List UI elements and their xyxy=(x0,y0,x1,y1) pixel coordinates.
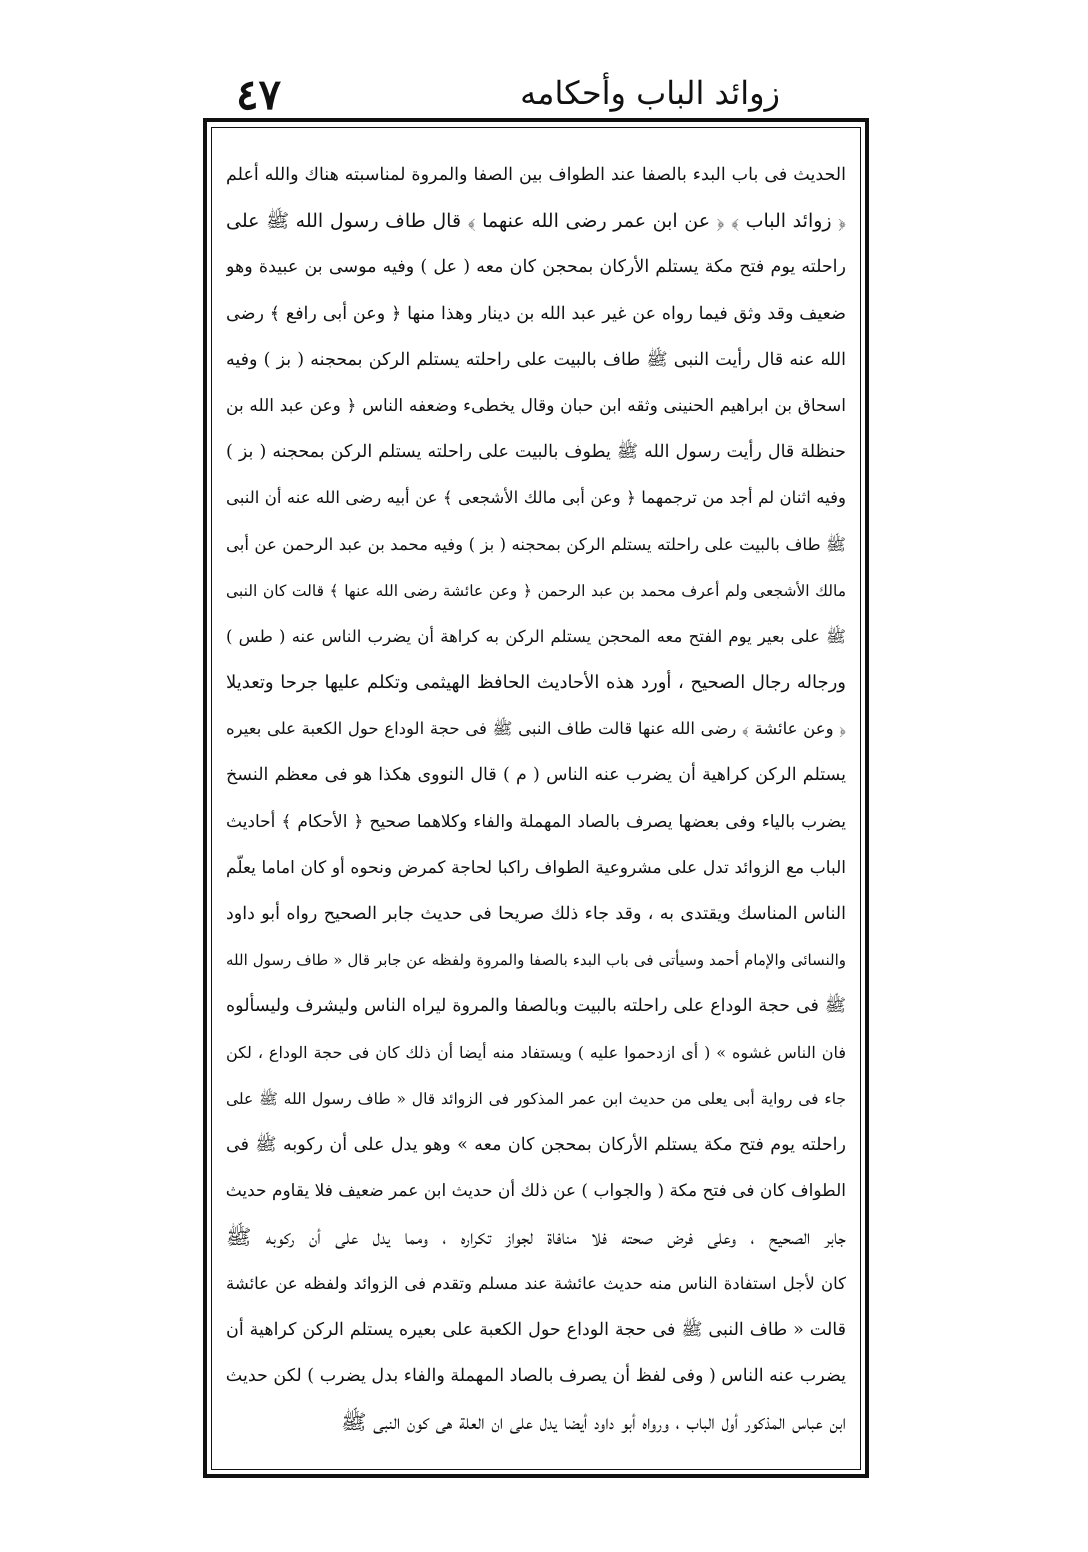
text-line: يضرب عنه الناس ( وفى لفظ أن يصرف بالصاد المهملة والفاء بدل يضرب ) لكن حديث xyxy=(226,1365,846,1386)
text-line: ﴿ زوائد الباب ﴾ ﴿ عن ابن عمر رضى الله عنهما ﴾ قال طاف رسول الله ﷺ على xyxy=(226,210,846,233)
text-line: الحديث فى باب البدء بالصفا عند الطواف بين الصفا والمروة لمناسبته هناك والله أعلم xyxy=(226,165,846,185)
text-line: ﴿ وعن عائشة ﴾ رضى الله عنها قالت طاف النبى ﷺ فى حجة الوداع حول الكعبة على بعيره xyxy=(226,719,846,739)
text-line: الباب مع الزوائد تدل على مشروعية الطواف راكبا لحاجة كمرض ونحوه أو كان اماما يعلّم xyxy=(226,857,846,878)
text-line: راحلته يوم فتح مكة يستلم الأركان بمحجن كان معه ( عل ) وفيه موسى بن عبيدة وهو xyxy=(226,257,846,278)
text-line: يستلم الركن كراهية أن يضرب عنه الناس ( م ) قال النووى هكذا هو فى معظم النسخ xyxy=(226,765,846,786)
running-header xyxy=(200,70,820,120)
text-line: ابن عباس المذكور أول الباب ، ورواه أبو داود أيضا يدل على ان العلة هى كون النبى ﷺ xyxy=(341,1410,846,1435)
page-number: ٤٧ xyxy=(236,70,282,119)
text-line: ﷺ على بعير يوم الفتح معه المحجن يستلم الركن به كراهة أن يضرب الناس عنه ( طس ) xyxy=(226,626,846,646)
text-line: والنسائى والإمام أحمد وسيأتى فى باب البدء بالصفا والمروة ولفظه عن جابر قال « طاف رسول الله xyxy=(226,951,846,970)
text-line: ﷺ فى حجة الوداع على راحلته بالبيت وبالصفا والمروة ليراه الناس وليشرف وليسألوه xyxy=(226,996,846,1017)
text-line: فان الناس غشوه » ( أى ازدحموا عليه ) ويستفاد منه أيضا أن ذلك كان فى حجة الوداع ، لكن xyxy=(226,1042,846,1062)
text-body xyxy=(226,152,846,1445)
running-title: زوائد الباب وأحكامه xyxy=(520,74,780,112)
text-line: وفيه اثنان لم أجد من ترجمهما ﴿ وعن أبى مالك الأشجعى ﴾ عن أبيه رضى الله عنه أن النبى xyxy=(226,488,846,508)
text-line: الله عنه قال رأيت النبى ﷺ طاف بالبيت على راحلته يستلم الركن بمحجنه ( بز ) وفيه xyxy=(226,349,846,370)
text-line: ضعيف وقد وثق فيما رواه عن غير عبد الله بن دينار وهذا منها ﴿ وعن أبى رافع ﴾ رضى xyxy=(226,303,846,324)
text-line: اسحاق بن ابراهيم الحنينى وثقه ابن حبان وقال يخطىء وضعفه الناس ﴿ وعن عبد الله بن xyxy=(226,395,846,416)
text-line: حنظلة قال رأيت رسول الله ﷺ يطوف بالبيت على راحلته يستلم الركن بمحجنه ( بز ) xyxy=(226,442,846,463)
text-line: جابر الصحيح ، وعلى فرض صحته فلا منافاة لجواز تكراره ، ومما يدل على أن ركوبه ﷺ xyxy=(226,1225,846,1250)
text-line: الطواف كان فى فتح مكة ( والجواب ) عن ذلك أن حديث ابن عمر ضعيف فلا يقاوم حديث xyxy=(226,1181,846,1202)
text-line: مالك الأشجعى ولم أعرف محمد بن عبد الرحمن ﴿ وعن عائشة رضى الله عنها ﴾ قالت كان النبى xyxy=(226,581,846,600)
text-line: جاء فى رواية أبى يعلى من حديث ابن عمر المذكور فى الزوائد قال « طاف رسول الله ﷺ على xyxy=(226,1089,846,1108)
text-line: الناس المناسك ويقتدى به ، وقد جاء ذلك صريحا فى حديث جابر الصحيح رواه أبو داود xyxy=(226,904,846,924)
text-line: راحلته يوم فتح مكة يستلم الأركان بمحجن كان معه » وهو يدل على أن ركوبه ﷺ فى xyxy=(226,1134,846,1155)
text-line: ورجاله رجال الصحيح ، أورد هذه الأحاديث الحافظ الهيثمى وتكلم عليها جرحا وتعديلا xyxy=(226,672,846,694)
text-line: يضرب بالياء وفى بعضها يصرف بالصاد المهملة والفاء وكلاهما صحيح ﴿ الأحكام ﴾ أحاديث xyxy=(226,811,846,832)
text-line: كان لأجل استفادة الناس منه حديث عائشة عند مسلم وتقدم فى الزوائد ولفظه عن عائشة xyxy=(226,1273,846,1293)
text-line: قالت « طاف النبى ﷺ فى حجة الوداع حول الكعبة على بعيره يستلم الركن كراهية أن xyxy=(226,1319,846,1340)
text-line: ﷺ طاف بالبيت على راحلته يستلم الركن بمحجنه ( بز ) وفيه محمد بن عبد الرحمن عن أبى xyxy=(226,534,846,554)
